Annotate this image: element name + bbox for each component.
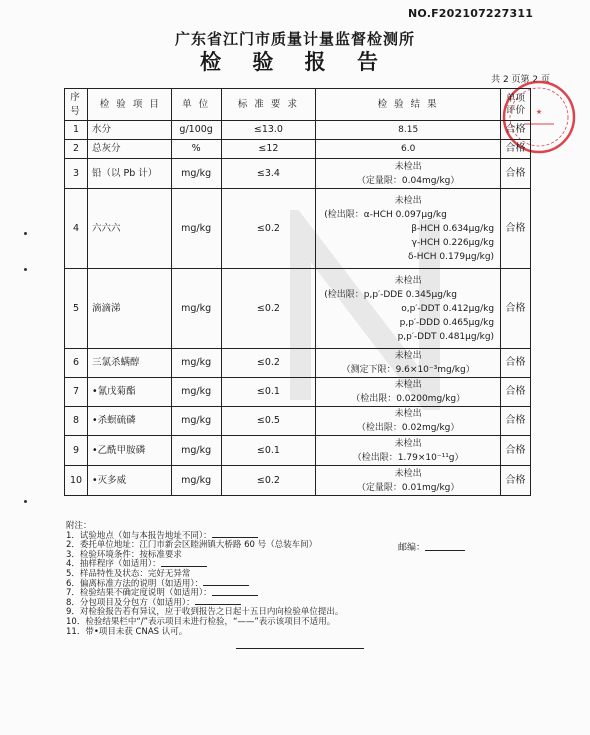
row-result	[316, 407, 501, 436]
result-detail: (检出限：α-HCH 0.097μg/kg	[324, 209, 447, 220]
row-unit: mg/kg	[171, 378, 221, 407]
result-value: 未检出	[394, 195, 422, 206]
row-number: 5	[65, 269, 88, 349]
result-value: 未检出	[394, 438, 422, 449]
row-number: 1	[65, 121, 88, 140]
note-text: 2．委托单位地址：江门市新会区睦洲镇大桥路 60 号（总装车间）	[66, 540, 318, 551]
row-evaluation: 合格	[501, 466, 531, 496]
notes-title: 附注：	[66, 521, 92, 531]
row-unit: mg/kg	[171, 159, 221, 189]
header-unit: 单 位	[171, 89, 221, 121]
note-text: 3．检验环境条件：按标准要求	[66, 549, 182, 560]
result-detail: （检出限：1.79×10⁻¹¹g）	[352, 452, 464, 463]
header-item: 检 验 项 目	[87, 89, 171, 121]
svg-text:★: ★	[535, 108, 543, 116]
row-evaluation: 合格	[501, 349, 531, 378]
result-value: 未检出	[394, 275, 422, 286]
note-blank	[161, 561, 207, 567]
row-number: 10	[65, 466, 88, 496]
note-blank	[195, 599, 241, 605]
result-detail: （检出限：0.0200mg/kg）	[351, 394, 466, 404]
result-detail: o,p′-DDT 0.412μg/kg	[401, 303, 495, 314]
row-standard: ≤12	[221, 140, 316, 159]
row-result	[316, 189, 501, 269]
header-result: 检 验 结 果	[316, 89, 501, 121]
row-item: 总灰分	[87, 140, 171, 159]
row-result	[316, 349, 501, 378]
note-blank	[212, 532, 258, 538]
row-standard: ≤0.2	[221, 349, 316, 378]
notes-section	[66, 522, 343, 637]
row-item: 六六六	[87, 189, 171, 269]
row-evaluation: 合格	[501, 159, 531, 189]
table-row	[65, 140, 531, 159]
institute-name: 广东省江门市质量计量监督检测所	[174, 30, 415, 48]
page-counter: 共 2 页第 2 页	[491, 75, 550, 85]
result-detail: β-HCH 0.634μg/kg	[411, 223, 495, 234]
result-detail: δ-HCH 0.179μg/kg)	[407, 251, 495, 262]
row-result	[316, 159, 501, 189]
table-row	[65, 189, 531, 269]
row-standard: ≤0.2	[221, 466, 316, 496]
row-evaluation: 合格	[501, 121, 531, 140]
result-detail: γ-HCH 0.226μg/kg	[411, 237, 495, 248]
margin-dot	[24, 268, 27, 271]
result-value: 未检出	[394, 468, 422, 479]
note-text: 11．带•项目未获 CNAS 认可。	[66, 626, 188, 637]
row-evaluation: 合格	[501, 436, 531, 466]
row-item: 三氯杀螨醇	[87, 349, 171, 378]
results-table	[64, 88, 531, 496]
row-standard: ≤0.2	[221, 189, 316, 269]
note-line	[66, 628, 343, 638]
result-value: 8.15	[398, 125, 419, 135]
row-evaluation: 合格	[501, 269, 531, 349]
note-text: 6．偏离标准方法的说明（如适用）：	[66, 578, 204, 589]
postcode-label: 邮编：	[398, 543, 426, 553]
row-result	[316, 269, 501, 349]
note-text: 4．抽样程序（如适用）：	[66, 559, 161, 570]
row-unit: mg/kg	[171, 349, 221, 378]
table-row	[65, 121, 531, 140]
table-row	[65, 436, 531, 466]
row-number: 9	[65, 436, 88, 466]
note-text: 10．检验结果栏中“/”表示项目未进行检验，“——”表示该项目不适用。	[66, 616, 336, 627]
row-standard: ≤3.4	[221, 159, 316, 189]
row-result	[316, 140, 501, 159]
result-value: 未检出	[394, 161, 422, 172]
row-standard: ≤0.2	[221, 269, 316, 349]
result-detail: （定量限：0.04mg/kg）	[356, 175, 460, 186]
row-unit: mg/kg	[171, 189, 221, 269]
row-unit: mg/kg	[171, 436, 221, 466]
table-header-row	[65, 89, 531, 121]
note-text: 5．样品特性及状态：完好无异常	[66, 568, 191, 579]
note-text: 1．试验地点（如与本报告地址不同）：	[66, 530, 212, 541]
row-item: 滴滴涕	[87, 269, 171, 349]
row-item: 水分	[87, 121, 171, 140]
row-number: 6	[65, 349, 88, 378]
header-standard: 标 准 要 求	[221, 89, 316, 121]
result-detail: p,p′-DDD 0.465μg/kg	[399, 317, 495, 328]
row-item: 铅（以 Pb 计）	[87, 159, 171, 189]
note-blank	[203, 580, 249, 586]
row-evaluation: 合格	[501, 189, 531, 269]
table-row	[65, 378, 531, 407]
row-standard: ≤13.0	[221, 121, 316, 140]
row-result	[316, 121, 501, 140]
result-detail: p,p′-DDT 0.481μg/kg)	[397, 331, 495, 342]
row-evaluation: 合格	[501, 140, 531, 159]
row-result	[316, 466, 501, 496]
row-result	[316, 378, 501, 407]
row-unit: mg/kg	[171, 407, 221, 436]
row-unit: mg/kg	[171, 269, 221, 349]
report-number: NO.F202107227311	[408, 7, 534, 20]
row-number: 8	[65, 407, 88, 436]
row-result	[316, 436, 501, 466]
header-evaluation: 单项评价	[501, 89, 531, 121]
table-row	[65, 159, 531, 189]
table-row	[65, 349, 531, 378]
note-text: 7．检验结果不确定度说明（如适用）：	[66, 588, 212, 599]
row-unit: mg/kg	[171, 466, 221, 496]
row-standard: ≤0.1	[221, 378, 316, 407]
row-evaluation: 合格	[501, 407, 531, 436]
row-standard: ≤0.5	[221, 407, 316, 436]
row-standard: ≤0.1	[221, 436, 316, 466]
row-unit: g/100g	[171, 121, 221, 140]
result-detail: （测定下限：9.6×10⁻³mg/kg）	[341, 365, 475, 375]
result-detail: （检出限：0.02mg/kg）	[356, 423, 460, 433]
result-value: 未检出	[394, 409, 422, 419]
note-blank	[212, 590, 258, 596]
row-item: •氰戊菊酯	[87, 378, 171, 407]
row-number: 7	[65, 378, 88, 407]
row-number: 3	[65, 159, 88, 189]
document-title: 检 验 报 告	[200, 49, 390, 74]
header-no: 序号	[65, 89, 88, 121]
row-evaluation: 合格	[501, 378, 531, 407]
result-value: 未检出	[394, 380, 422, 390]
row-number: 2	[65, 140, 88, 159]
result-value: 6.0	[400, 144, 416, 154]
row-number: 4	[65, 189, 88, 269]
table-row	[65, 466, 531, 496]
margin-dot	[24, 232, 27, 235]
result-detail: （定量限：0.01mg/kg）	[356, 482, 460, 493]
table-row	[65, 269, 531, 349]
row-item: •灭多威	[87, 466, 171, 496]
note-text: 8．分包项目及分包方（如适用）：	[66, 597, 195, 608]
row-unit: %	[171, 140, 221, 159]
row-item: •乙酰甲胺磷	[87, 436, 171, 466]
table-row	[65, 407, 531, 436]
result-value: 未检出	[394, 351, 422, 361]
postcode-field	[398, 540, 465, 553]
end-of-report-line	[236, 648, 364, 649]
postcode-blank	[425, 545, 465, 551]
result-detail: (检出限：p,p′-DDE 0.345μg/kg	[324, 289, 457, 300]
row-item: •杀螟硫磷	[87, 407, 171, 436]
note-text: 9．对检验报告若有异议，应于收到报告之日起十五日内向检验单位提出。	[66, 607, 344, 618]
margin-dot	[24, 500, 27, 503]
